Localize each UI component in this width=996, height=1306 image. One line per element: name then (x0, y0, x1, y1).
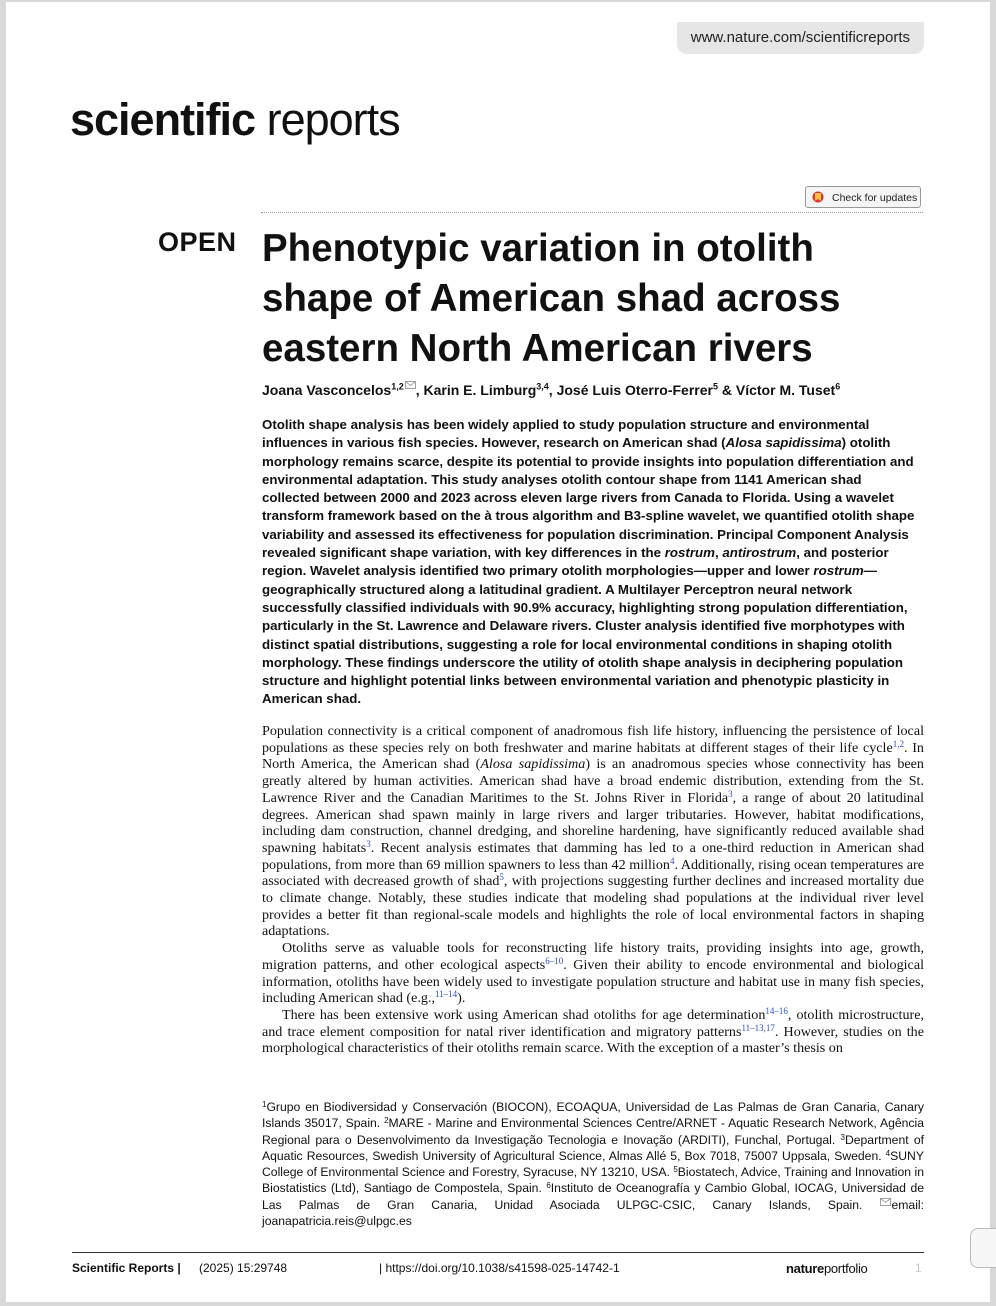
author-affil-sup: 5 (712, 381, 718, 392)
open-access-label: OPEN (158, 227, 237, 257)
author-list (262, 381, 840, 398)
affil-number: 2 (384, 1116, 389, 1126)
logo-bold: scientific (70, 94, 256, 145)
author-name: Joana Vasconcelos (262, 382, 392, 398)
check-for-updates-label: Check for updates (832, 192, 918, 204)
paragraph (262, 1007, 924, 1057)
publisher-logo (786, 1261, 868, 1276)
author-separator: , (415, 382, 424, 398)
footer-divider (72, 1252, 924, 1253)
paragraph (262, 723, 924, 940)
affil-text: SUNY College of Environmental Science and Forestry, Syracuse, NY 13210, USA. (262, 1148, 924, 1180)
body-text: . Recent analysis estimates that damming has led to a one-third reduction in American shad populations, from more than 69 million spawners to less than 42 million (262, 839, 924, 873)
affil-number: 6 (546, 1181, 551, 1191)
author-affil-sup: 3,4 (536, 381, 549, 392)
body-text: There has been extensive work using American shad otoliths for age determination (282, 1006, 766, 1023)
affil-number: 5 (673, 1165, 678, 1175)
crossmark-icon (812, 191, 824, 203)
affil-number: 3 (840, 1132, 845, 1142)
affil-text: Biostatech, Advice, Training and Innovation in Biostatistics (Ltd), Santiago de Compostela, Spain. (262, 1165, 924, 1196)
footer-volume: (2025) 15:29748 (199, 1261, 288, 1275)
body-text: . Given their ability to encode environmental and biological information, otoliths have been widely used to investigate population structure and habitat use in many fish species, including American shad (e.g., (262, 956, 924, 1007)
term-antirostrum: antirostrum (722, 545, 797, 561)
footer-journal: Scientific Reports | (72, 1261, 181, 1275)
citation-link[interactable]: 3 (728, 788, 733, 799)
citation-link[interactable]: 6–10 (545, 955, 564, 966)
body-text: Otoliths serve as valuable tools for reconstructing life history traits, providing insights into age, growth, migration patterns, and other ecological aspects (262, 940, 924, 973)
abstract-text: , (714, 545, 723, 561)
author-separator: , (548, 382, 557, 398)
author-separator: & (717, 382, 736, 398)
citation-link[interactable]: 5 (499, 872, 504, 883)
citation-link[interactable]: 11–13,17 (741, 1022, 775, 1033)
abstract-text: ) otolith morphology remains scarce, despite its potential to provide insights into population differentiation and environmental adaptation. This study analyses otolith contour shape from 1141 American shad collected between 2000 and 2023 across eleven large rivers from Canada to Florida. Using a wavelet transform framework based on the à trous algorithm and B3-spline wavelet, we quantified otolith shape variability and assessed its effectiveness for population discrimination. Principal Component Analysis revealed significant shape variation, with key differences in the (262, 435, 915, 561)
body-text: . However, studies on the morphological characteristics of their otoliths remain scarce. With the exception of a master’s thesis on (262, 1023, 924, 1057)
body-text: . Additionally, rising ocean temperatures are associated with decreased growth of shad (262, 856, 924, 890)
author-affil-sup: 1,2 (391, 381, 404, 392)
footer-doi-link[interactable]: | https://doi.org/10.1038/s41598-025-14742-1 (379, 1261, 620, 1275)
body-text: , a range of about 20 latitudinal degrees. American shad spawn mainly in large rivers and larger tributaries. However, habitat modifications, including dam construction, channel dredging, and shoreline hardening, have significantly reduced available shad spawning habitats (262, 789, 925, 856)
term-rostrum: rostrum (664, 545, 715, 561)
citation-link[interactable]: 3 (366, 838, 371, 849)
pdf-page (6, 2, 990, 1302)
body-text: ). (457, 990, 466, 1007)
page-number: 1 (915, 1261, 922, 1275)
body-text: ) is an anadromous species whose connectivity has been greatly altered by human activities. American shad have a broad endemic distribution, extending from the St. Lawrence River and the Canadian Maritimes to the St. Johns River in Florida (262, 756, 924, 806)
side-panel-handle[interactable] (970, 1228, 996, 1268)
affil-number: 1 (262, 1100, 267, 1109)
author-affil-sup: 6 (835, 381, 841, 392)
body-text: , with projections suggesting further declines and increased mortality due to climate change. Notably, these studies indicate that modeling shad populations at the individual river level provides a better fit than regional-scale models and highlights the role of local environmental factors in shaping adaptations. (262, 873, 924, 940)
publisher-bold: nature (786, 1261, 824, 1276)
journal-url[interactable]: www.nature.com/scientificreports (677, 22, 924, 54)
article-title: Phenotypic variation in otolith shape of American shad across eastern North American rivers (262, 227, 841, 370)
affil-text: Grupo en Biodiversidad y Conservación (BIOCON), ECOAQUA, Universidad de Las Palmas de Gran Canaria, Canary Islands 35017, Spain. (262, 1100, 924, 1131)
journal-logo (70, 94, 400, 146)
abstract-text: Otolith shape analysis has been widely applied to study population structure and environmental influences in various fish species. However, research on American shad ( (262, 417, 870, 451)
corresponding-email[interactable]: email: joanapatricia.reis@ulpgc.es (262, 1197, 924, 1229)
envelope-icon (880, 1198, 891, 1206)
author-name: José Luis Oterro-Ferrer (556, 382, 713, 398)
abstract-text: —geographically structured along a latitudinal gradient. A Multilayer Perceptron neural network successfully classified individuals with 90.9% accuracy, highlighting strong population differentiation, particularly in the St. Lawrence and Delaware rivers. Cluster analysis identified five morphotypes with distinct spatial distributions, suggesting a role for local environmental conditions in shaping otolith morphology. These findings underscore the utility of otolith shape analysis in deciphering population structure and highlight potential links between environmental variation and phenotypic plasticity in American shad. (262, 563, 908, 707)
check-for-updates-button[interactable] (805, 186, 921, 208)
citation-link[interactable]: 11–14 (435, 989, 458, 1000)
body-text: Population connectivity is a critical component of anadromous fish life history, influencing the persistence of local populations as these species rely on both freshwater and marine habitats at different stages of their life cycle (262, 723, 924, 756)
species-name: Alosa sapidissima (480, 756, 586, 773)
affil-text: Department of Aquatic Resources, Swedish University of Agricultural Science, Almas Allé 5, Box 7018, 75007 Uppsala, Sweden. (262, 1132, 924, 1163)
term-rostrum: rostrum (813, 563, 864, 579)
publisher-regular: portfolio (823, 1261, 868, 1276)
author-name: Víctor M. Tuset (735, 382, 836, 398)
citation-link[interactable]: 4 (669, 855, 675, 866)
title-divider (261, 212, 923, 213)
main-text (262, 723, 924, 1057)
citation-link[interactable]: 1,2 (892, 738, 904, 749)
affil-text: MARE - Marine and Environmental Sciences Centre/ARNET - Aquatic Research Network, Agência Regional para o Desenvolvimento da Investigação Tecnologia e Inovação (ARDITI), Funchal, Portugal. (262, 1116, 924, 1147)
paragraph (262, 940, 924, 1007)
author-name: Karin E. Limburg (423, 382, 537, 398)
envelope-icon[interactable] (405, 381, 416, 389)
abstract (262, 416, 916, 709)
affil-number: 4 (885, 1148, 891, 1158)
abstract-text: , and posterior region. Wavelet analysis identified two primary otolith morphologies—upper and lower (262, 545, 889, 579)
species-name: Alosa sapidissima (725, 435, 842, 451)
affil-text: Instituto de Oceanografía y Cambio Global, IOCAG, Universidad de Las Palmas de Gran Canaria, Unidad Asociada ULPGC-CSIC, Canary Islands, Spain. (262, 1181, 925, 1212)
body-text: . In North America, the American shad ( (262, 739, 924, 773)
citation-link[interactable]: 14–16 (765, 1005, 788, 1016)
body-text: , otolith microstructure, and trace element composition for natal river identification and migratory patterns (262, 1006, 924, 1040)
logo-regular: reports (266, 94, 400, 145)
affiliations (262, 1099, 924, 1229)
